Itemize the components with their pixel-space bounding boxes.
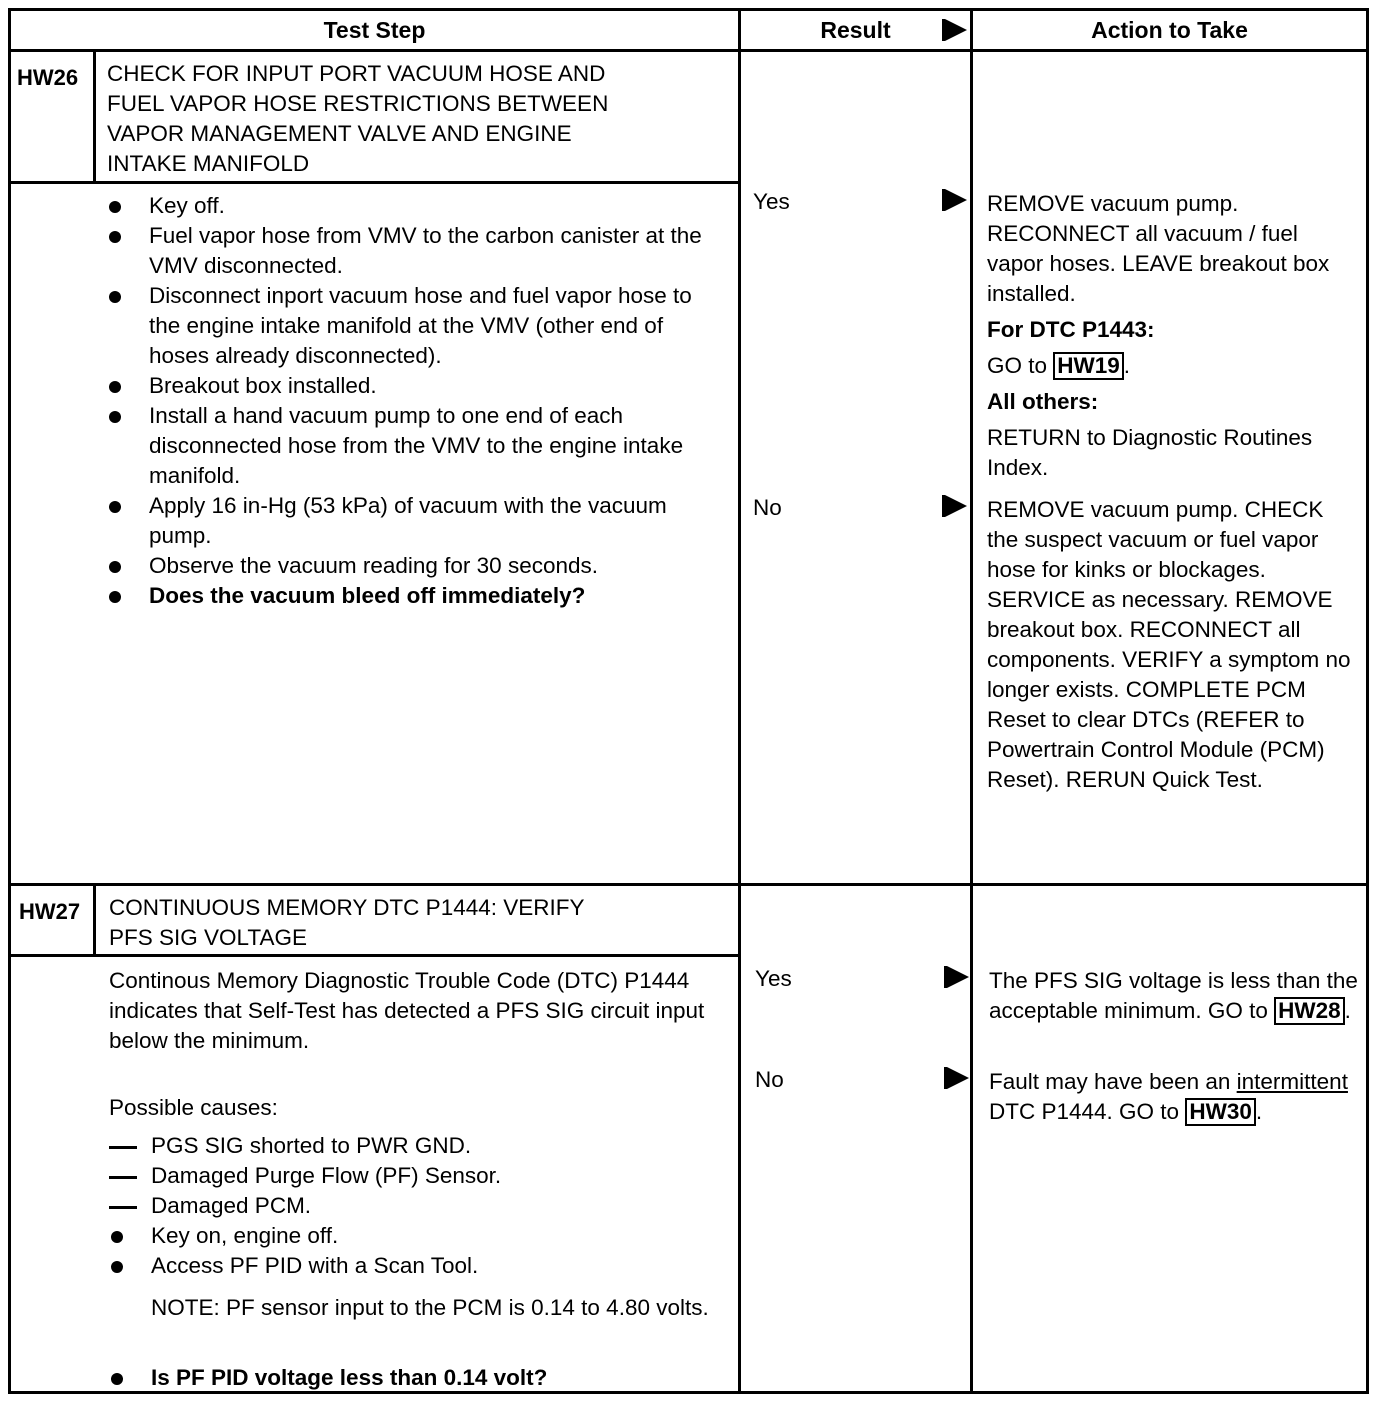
header-test-step: Test Step xyxy=(323,16,426,43)
list-item: Access PF PID with a Scan Tool. xyxy=(109,1251,709,1281)
action-yes-hw27 xyxy=(989,966,1361,1026)
column-divider-action xyxy=(970,11,973,1391)
title-line: CONTINUOUS MEMORY DTC P1444: VERIFY xyxy=(109,895,585,920)
result-no-hw26: No xyxy=(753,495,782,520)
arrow-icon xyxy=(947,1067,969,1089)
ref-link-hw19[interactable]: HW19 xyxy=(1053,352,1124,380)
arrow-icon xyxy=(945,495,967,517)
step-list-hw26 xyxy=(107,191,707,611)
action-text: DTC P1444. GO to xyxy=(989,1099,1186,1124)
intro-text-hw27: Continous Memory Diagnostic Trouble Code (DTC) P1444 indicates that Self-Test has detected a PFS SIG circuit input below the minimum. xyxy=(109,968,705,1053)
goto-text: GO to xyxy=(987,353,1054,378)
causes-list-hw27 xyxy=(109,1131,709,1281)
punctuation: . xyxy=(1255,1099,1263,1124)
action-yes-hw26 xyxy=(987,189,1359,483)
column-divider-result xyxy=(738,11,741,1391)
punctuation: . xyxy=(1344,998,1351,1023)
step-id-hw27: HW27 xyxy=(19,899,81,924)
note-text-hw27: NOTE: PF sensor input to the PCM is 0.14 to 4.80 volts. xyxy=(151,1295,709,1320)
header-divider xyxy=(11,49,1366,52)
ref-link-hw30[interactable]: HW30 xyxy=(1185,1098,1256,1126)
title-line: VAPOR MANAGEMENT VALVE AND ENGINE xyxy=(107,121,572,146)
title-line: FUEL VAPOR HOSE RESTRICTIONS BETWEEN xyxy=(107,91,609,116)
ref-link-hw28[interactable]: HW28 xyxy=(1274,997,1345,1025)
list-item: Damaged Purge Flow (PF) Sensor. xyxy=(109,1161,709,1191)
dtc-label: For DTC P1443: xyxy=(987,317,1155,342)
arrow-icon xyxy=(947,966,969,988)
arrow-icon xyxy=(945,189,967,211)
header-action: Action to Take xyxy=(1091,16,1248,43)
title-underline-hw27 xyxy=(11,954,738,957)
list-item: Install a hand vacuum pump to one end of each disconnected hose from the VMV to the engine intake manifold. xyxy=(107,401,707,491)
action-text: REMOVE vacuum pump. CHECK the suspect vacuum or fuel vapor hose for kinks or blockages. SERVICE as necessary. REMOVE breakout box. RECONNECT all components. VERIFY a symptom no longer exists. COMPLETE PCM Reset to clear DTCs (REFER to Powertrain Control Module (PCM) Reset). RERUN Quick Test. xyxy=(987,497,1351,792)
title-line: INTAKE MANIFOLD xyxy=(107,151,310,176)
action-no-hw26 xyxy=(987,495,1359,795)
list-item: Breakout box installed. xyxy=(107,371,707,401)
result-yes-hw26: Yes xyxy=(753,189,790,214)
possible-causes-label: Possible causes: xyxy=(109,1095,278,1120)
punctuation: . xyxy=(1123,353,1131,378)
action-text: REMOVE vacuum pump. RECONNECT all vacuum / fuel vapor hoses. LEAVE breakout box installed. xyxy=(987,191,1330,306)
return-text: RETURN to Diagnostic Routines Index. xyxy=(987,425,1313,480)
row-divider xyxy=(11,883,1366,886)
all-others-label: All others: xyxy=(987,389,1099,414)
step-title-hw27 xyxy=(109,893,734,953)
action-text-underlined: intermittent xyxy=(1236,1069,1348,1094)
list-item-question: Does the vacuum bleed off immediately? xyxy=(107,581,707,611)
title-line: PFS SIG VOLTAGE xyxy=(109,925,307,950)
list-item: Key off. xyxy=(107,191,707,221)
list-item: Damaged PCM. xyxy=(109,1191,709,1221)
header-arrow-icon xyxy=(945,19,967,41)
result-no-hw27: No xyxy=(755,1067,784,1092)
list-item: Disconnect inport vacuum hose and fuel vapor hose to the engine intake manifold at the VMV (other end of hoses already disconnected). xyxy=(107,281,707,371)
list-item: Observe the vacuum reading for 30 seconds. xyxy=(107,551,707,581)
action-text: Fault may have been an xyxy=(989,1069,1237,1094)
step-title-hw26 xyxy=(107,59,732,179)
diagnostic-table xyxy=(8,8,1369,1394)
question-list-hw27 xyxy=(109,1363,709,1393)
result-yes-hw27: Yes xyxy=(755,966,792,991)
header-result: Result xyxy=(820,16,891,43)
list-item: PGS SIG shorted to PWR GND. xyxy=(109,1131,709,1161)
list-item: Fuel vapor hose from VMV to the carbon canister at the VMV disconnected. xyxy=(107,221,707,281)
action-no-hw27 xyxy=(989,1067,1361,1127)
title-underline-hw26 xyxy=(11,181,738,184)
list-item: Key on, engine off. xyxy=(109,1221,709,1251)
title-line: CHECK FOR INPUT PORT VACUUM HOSE AND xyxy=(107,61,606,86)
action-text: The PFS SIG voltage is less than the acceptable minimum. GO to xyxy=(989,968,1358,1023)
list-item-question: Is PF PID voltage less than 0.14 volt? xyxy=(109,1363,709,1393)
list-item: Apply 16 in-Hg (53 kPa) of vacuum with the vacuum pump. xyxy=(107,491,707,551)
step-id-hw26: HW26 xyxy=(17,65,79,90)
